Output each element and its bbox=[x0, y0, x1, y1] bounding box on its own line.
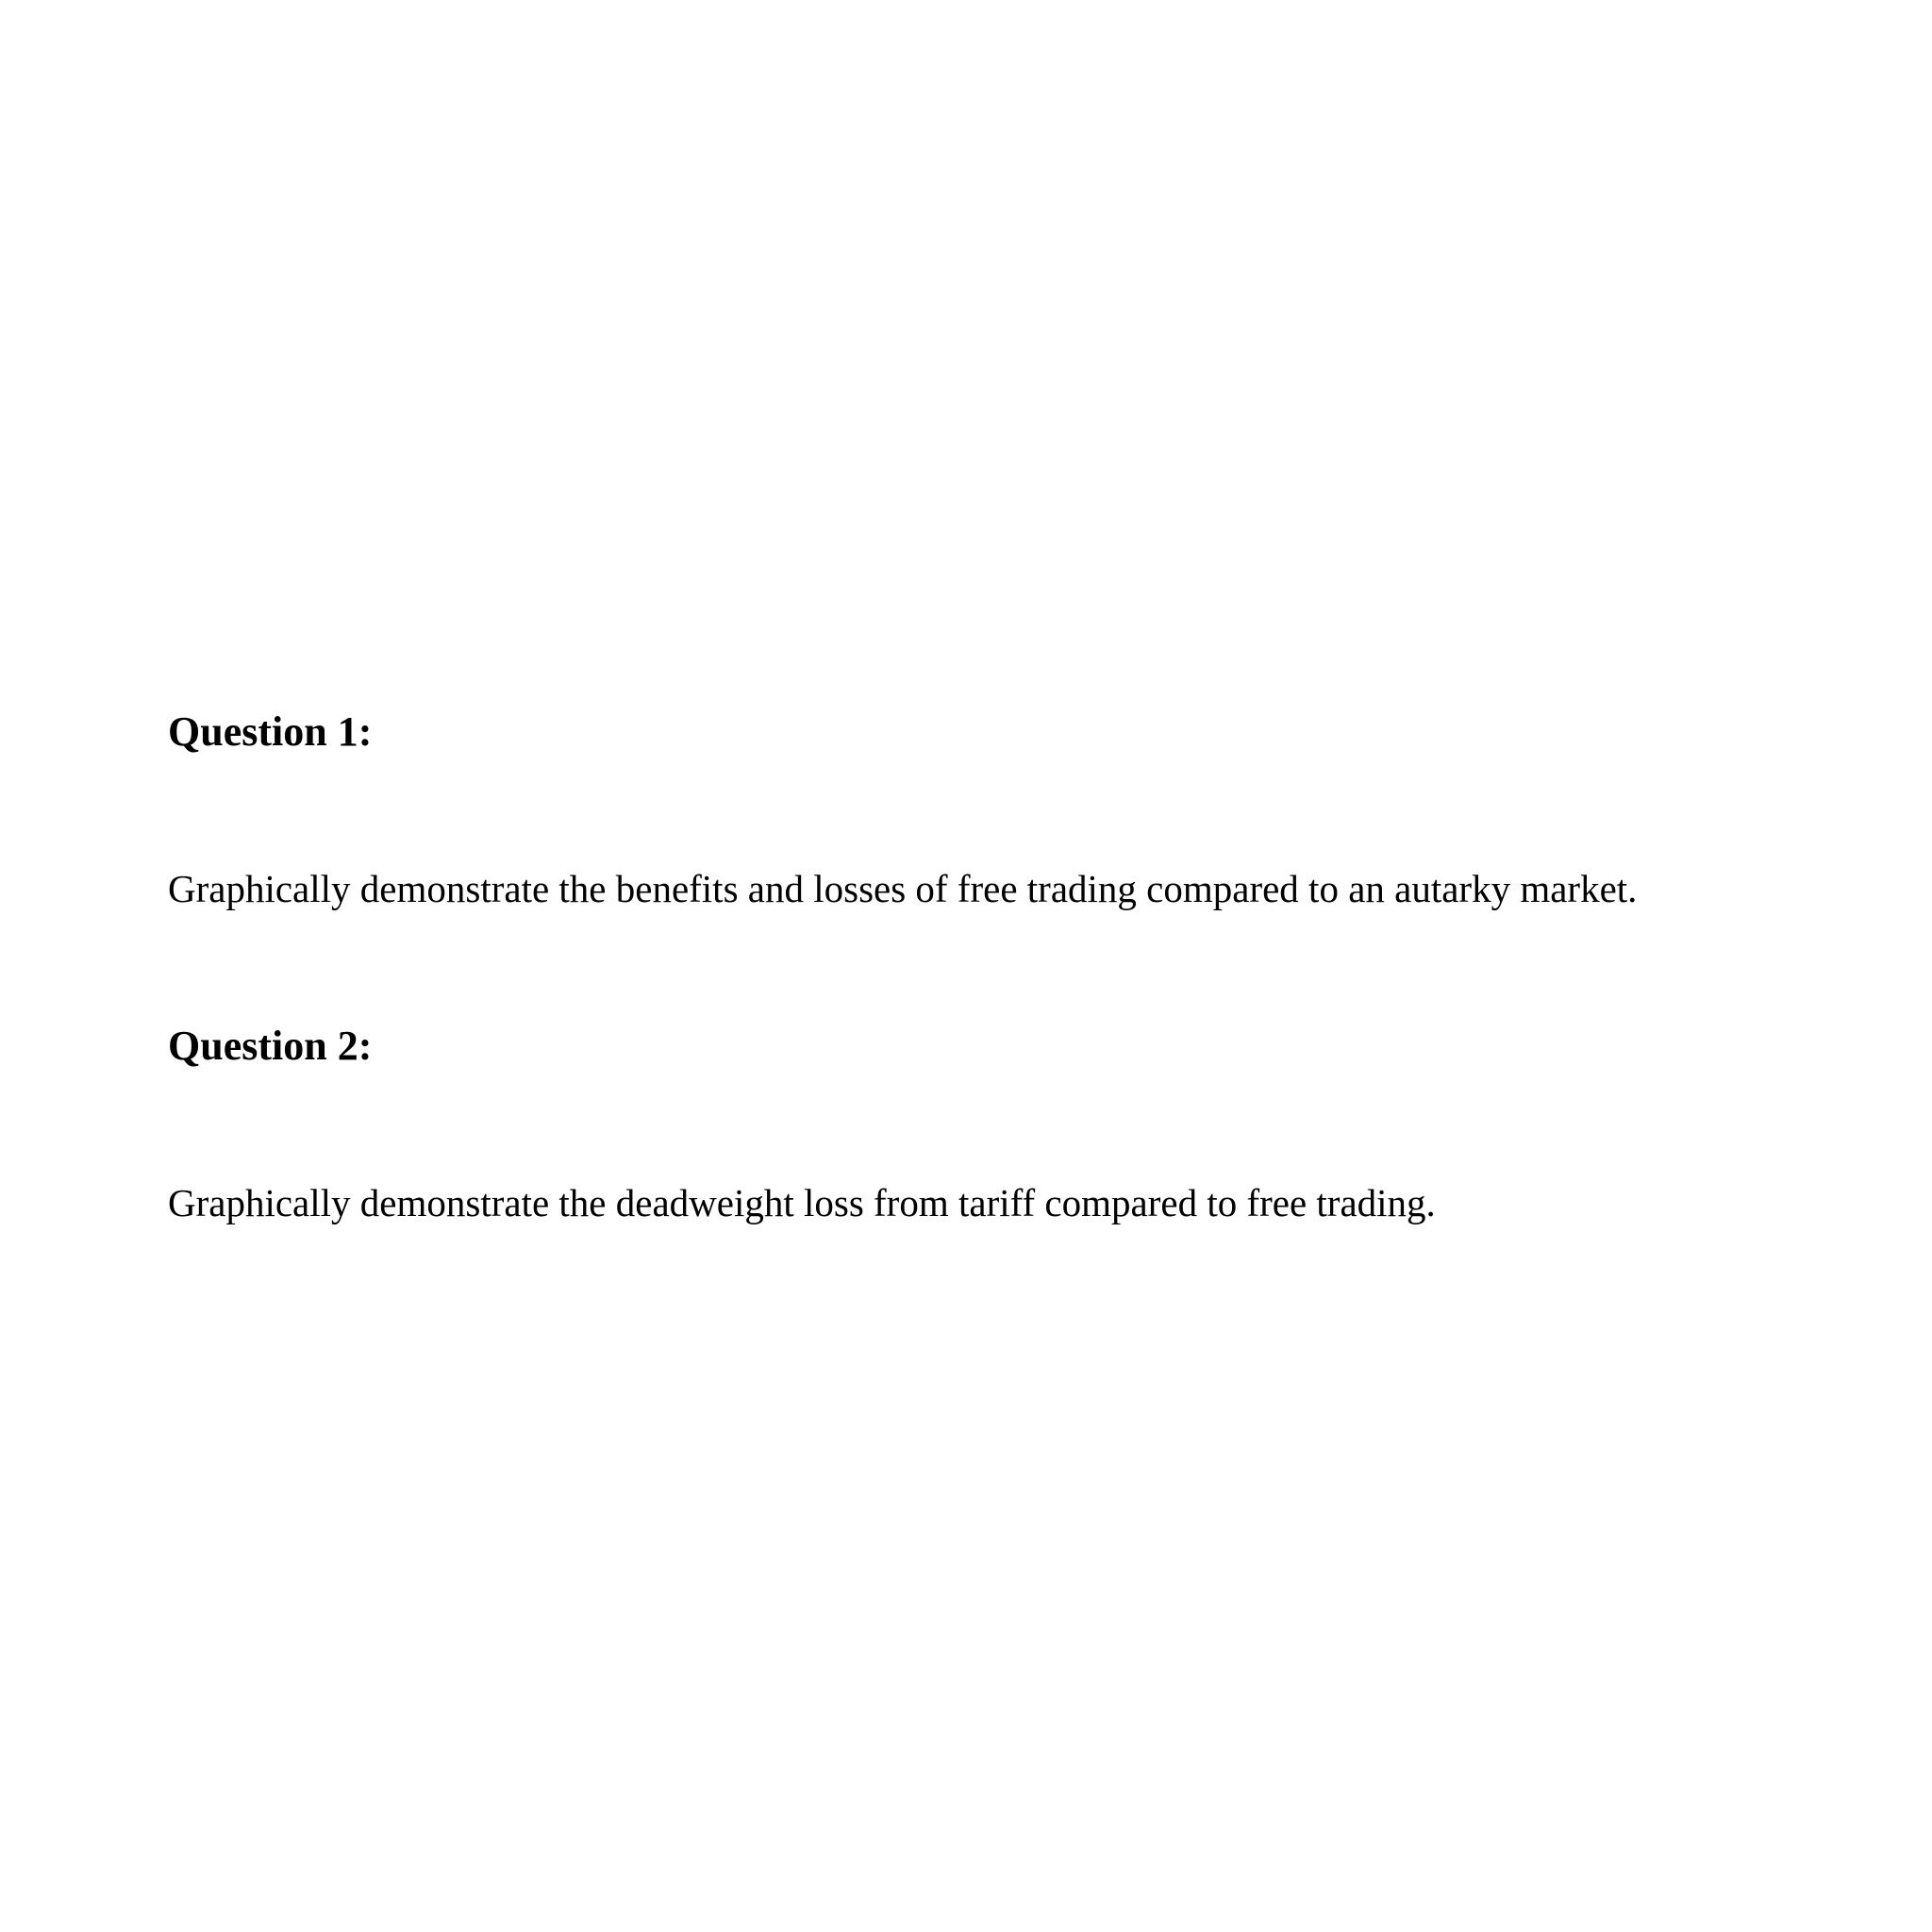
question-1-text: Graphically demonstrate the benefits and losses of free trading compared to an autarky market. bbox=[168, 867, 1638, 910]
question-2-heading: Question 2: bbox=[168, 1023, 373, 1069]
question-2-text: Graphically demonstrate the deadweight loss from tariff compared to free trading. bbox=[168, 1181, 1436, 1224]
question-1-heading: Question 1: bbox=[168, 708, 373, 755]
